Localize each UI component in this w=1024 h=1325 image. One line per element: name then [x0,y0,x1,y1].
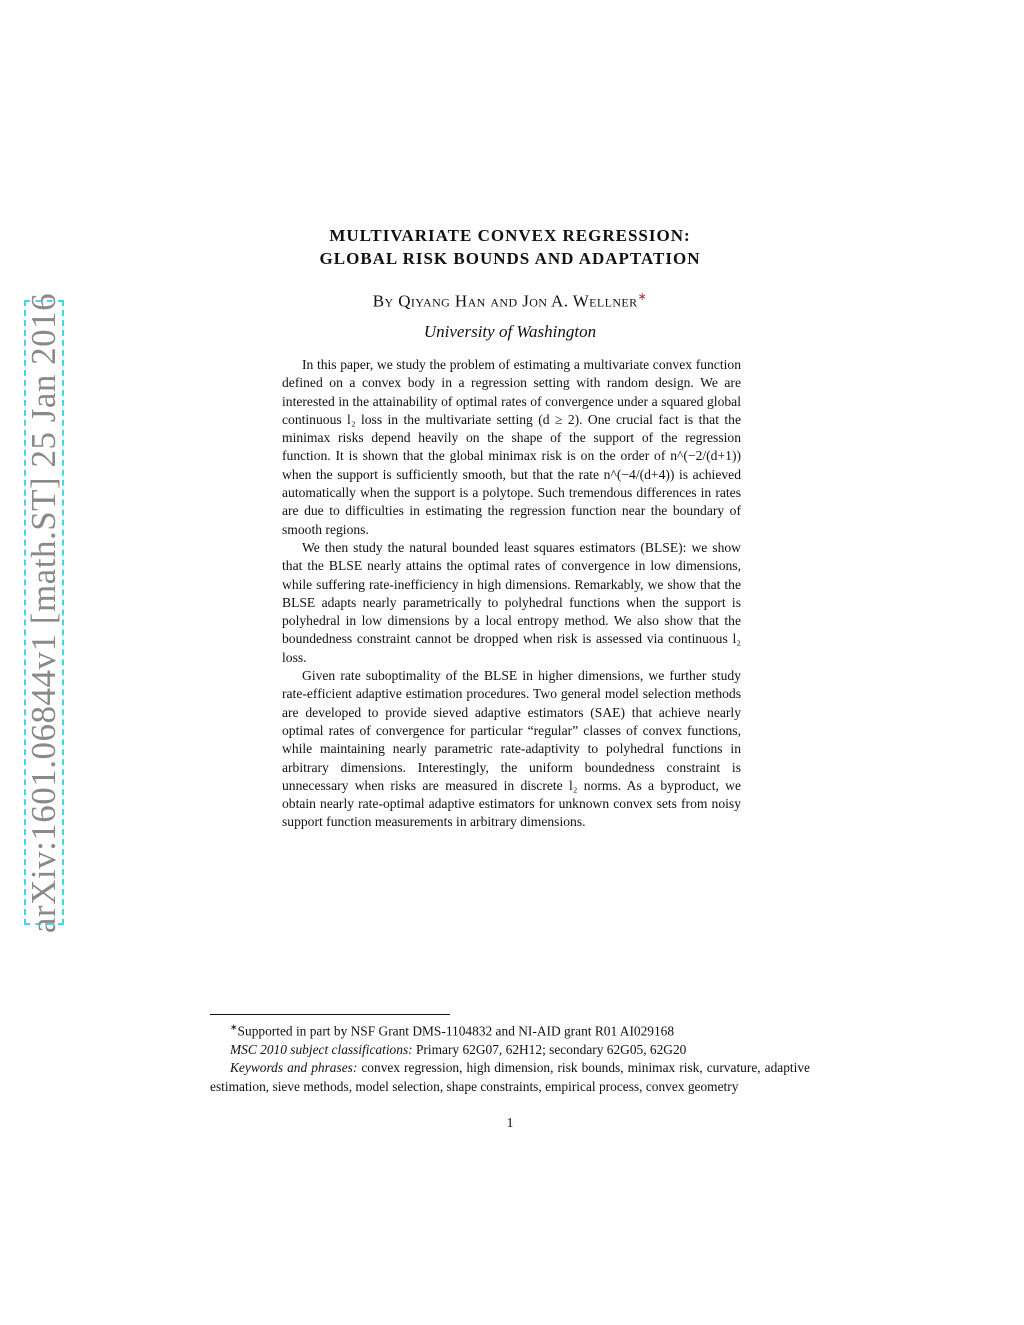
abstract-paragraph: In this paper, we study the problem of estimating a multivariate convex function defined on a convex body in a regression setting with random design. We are interested in the attainability of optimal rates of convergence under a squared global continuous l₂ loss in the multivariate setting (d ≥ 2). One crucial fact is that the minimax risks depend heavily on the shape of the support of the regression function. It is shown that the global minimax risk is on the order of n^(−2/(d+1)) when the support is sufficiently smooth, but that the rate n^(−4/(d+4)) is achieved automatically when the support is a polytope. Such tremendous differences in rates are due to difficulties in estimating the regression function near the boundary of smooth regions. [282,357,741,537]
abstract-paragraph: We then study the natural bounded least squares estimators (BLSE): we show that the BLSE nearly attains the optimal rates of convergence in low dimensions, while suffering rate-inefficiency in high dimensions. Remarkably, we show that the BLSE adapts nearly parametrically to polyhedral functions when the support is polyhedral in low dimensions by a local entropy method. We also show that the boundedness constraint cannot be dropped when risk is assessed via continuous l₂ loss. [282,539,741,665]
page-number: 1 [506,1116,514,1131]
funding-footnote [210,1018,810,1041]
arxiv-id: arXiv:1601.06844v1 [math.ST] 25 Jan 2016 [24,292,63,933]
author-footnote-mark[interactable]: ∗ [637,291,648,303]
msc-label: MSC 2010 subject classifications: [230,1041,413,1057]
paper-title [270,224,750,270]
msc-text: Primary 62G07, 62H12; secondary 62G05, 62G20 [415,1041,687,1057]
abstract-paragraph: Given rate suboptimality of the BLSE in higher dimensions, we further study rate-efficient adaptive estimation procedures. Two general model selection methods are developed to provide sieved adaptive estimators (SAE) that achieve nearly optimal rates of convergence for particular “regular” classes of convex functions, while maintaining nearly parametric rate-adaptivity to polyhedral functions in arbitrary dimensions. Interestingly, the uniform boundedness constraint is unnecessary when risks are measured in discrete l₂ norms. As a byproduct, we obtain nearly rate-optimal adaptive estimators for unknown convex sets from noisy support function measurements in arbitrary dimensions. [282,668,741,830]
keywords-text: convex regression, high dimension, risk bounds, minimax risk, curvature, adaptive estimation, sieve methods, model selection, shape constraints, empirical process, convex geometry [210,1060,810,1094]
authors [270,290,750,312]
author-names: By Qiyang Han and Jon A. Wellner [372,291,638,311]
footnotes [210,1018,810,1096]
msc-footnote [210,1041,810,1060]
affiliation: University of Washington [423,322,597,341]
keywords-label: Keywords and phrases: [230,1060,358,1076]
arxiv-stamp[interactable] [24,292,64,933]
title-line-1: MULTIVARIATE CONVEX REGRESSION: [329,226,691,245]
abstract [282,356,741,832]
title-line-2: GLOBAL RISK BOUNDS AND ADAPTATION [319,249,701,268]
keywords-footnote [210,1059,810,1096]
footnote-rule [210,1014,450,1015]
funding-footnote-mark: ∗ [230,1022,238,1032]
funding-text: Supported in part by NSF Grant DMS-1104832 and NI-AID grant R01 AI029168 [237,1023,675,1039]
